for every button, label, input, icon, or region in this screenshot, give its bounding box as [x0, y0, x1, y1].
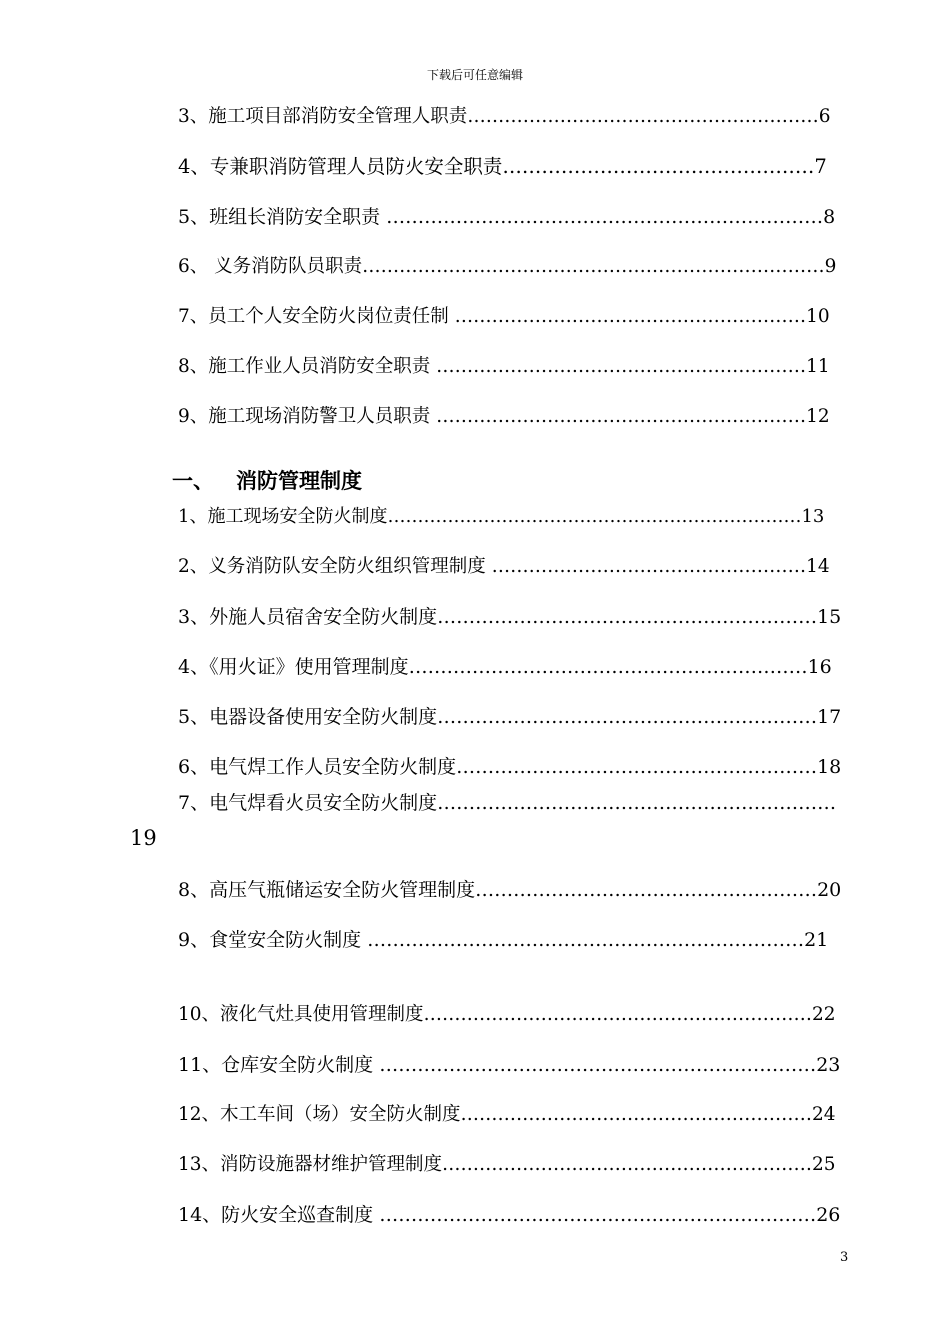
toc-entry[interactable]: 4、《用火证》使用管理制度………………………………………………………16	[178, 656, 832, 678]
toc-entry[interactable]: 8、高压气瓶储运安全防火管理制度………………………………………………20	[178, 879, 842, 901]
toc-entry[interactable]: 9、食堂安全防火制度 ……………………………………………………………21	[178, 929, 829, 951]
toc-entry[interactable]: 10、液化气灶具使用管理制度………………………………………………………22	[178, 1004, 836, 1025]
page-header: 下载后可任意编辑	[426, 68, 523, 82]
toc-entry[interactable]: 13、消防设施器材维护管理制度……………………………………………………25	[178, 1154, 836, 1175]
toc-entry[interactable]: 12、木工车间（场）安全防火制度…………………………………………………24	[178, 1104, 836, 1125]
section-number: 一、	[172, 469, 214, 493]
toc-entry[interactable]: 3、施工项目部消防安全管理人职责…………………………………………………6	[178, 106, 831, 127]
toc-entry[interactable]: 5、电器设备使用安全防火制度……………………………………………………17	[178, 706, 842, 728]
toc-entry[interactable]: 8、施工作业人员消防安全职责 ……………………………………………………11	[178, 356, 830, 377]
section-heading	[172, 465, 362, 495]
page-number: 3	[840, 1250, 849, 1265]
toc-entry[interactable]: 11、仓库安全防火制度 ……………………………………………………………23	[178, 1054, 841, 1076]
toc-entry[interactable]: 7、电气焊看火员安全防火制度………………………………………………………	[178, 792, 837, 814]
toc-entry[interactable]: 6、电气焊工作人员安全防火制度…………………………………………………18	[178, 756, 842, 778]
toc-entry[interactable]: 4、专兼职消防管理人员防火安全职责…………………………………………7	[178, 155, 827, 178]
toc-entry[interactable]: 14、防火安全巡查制度 ……………………………………………………………26	[178, 1204, 841, 1226]
toc-entry[interactable]: 2、义务消防队安全防火组织管理制度 ……………………………………………14	[178, 556, 830, 577]
toc-entry[interactable]: 5、班组长消防安全职责 ……………………………………………………………8	[178, 206, 836, 228]
toc-entry[interactable]: 3、外施人员宿舍安全防火制度……………………………………………………15	[178, 606, 842, 628]
toc-entry[interactable]: 1、施工现场安全防火制度……………………………………………………………13	[178, 506, 825, 527]
toc-entry-page-number: 19	[130, 826, 157, 850]
toc-entry[interactable]: 9、施工现场消防警卫人员职责 ……………………………………………………12	[178, 406, 830, 427]
toc-entry[interactable]: 7、员工个人安全防火岗位责任制 …………………………………………………10	[178, 306, 830, 327]
toc-entry[interactable]: 6、 义务消防队员职责…………………………………………………………………9	[178, 256, 837, 277]
section-title: 消防管理制度	[236, 469, 362, 493]
